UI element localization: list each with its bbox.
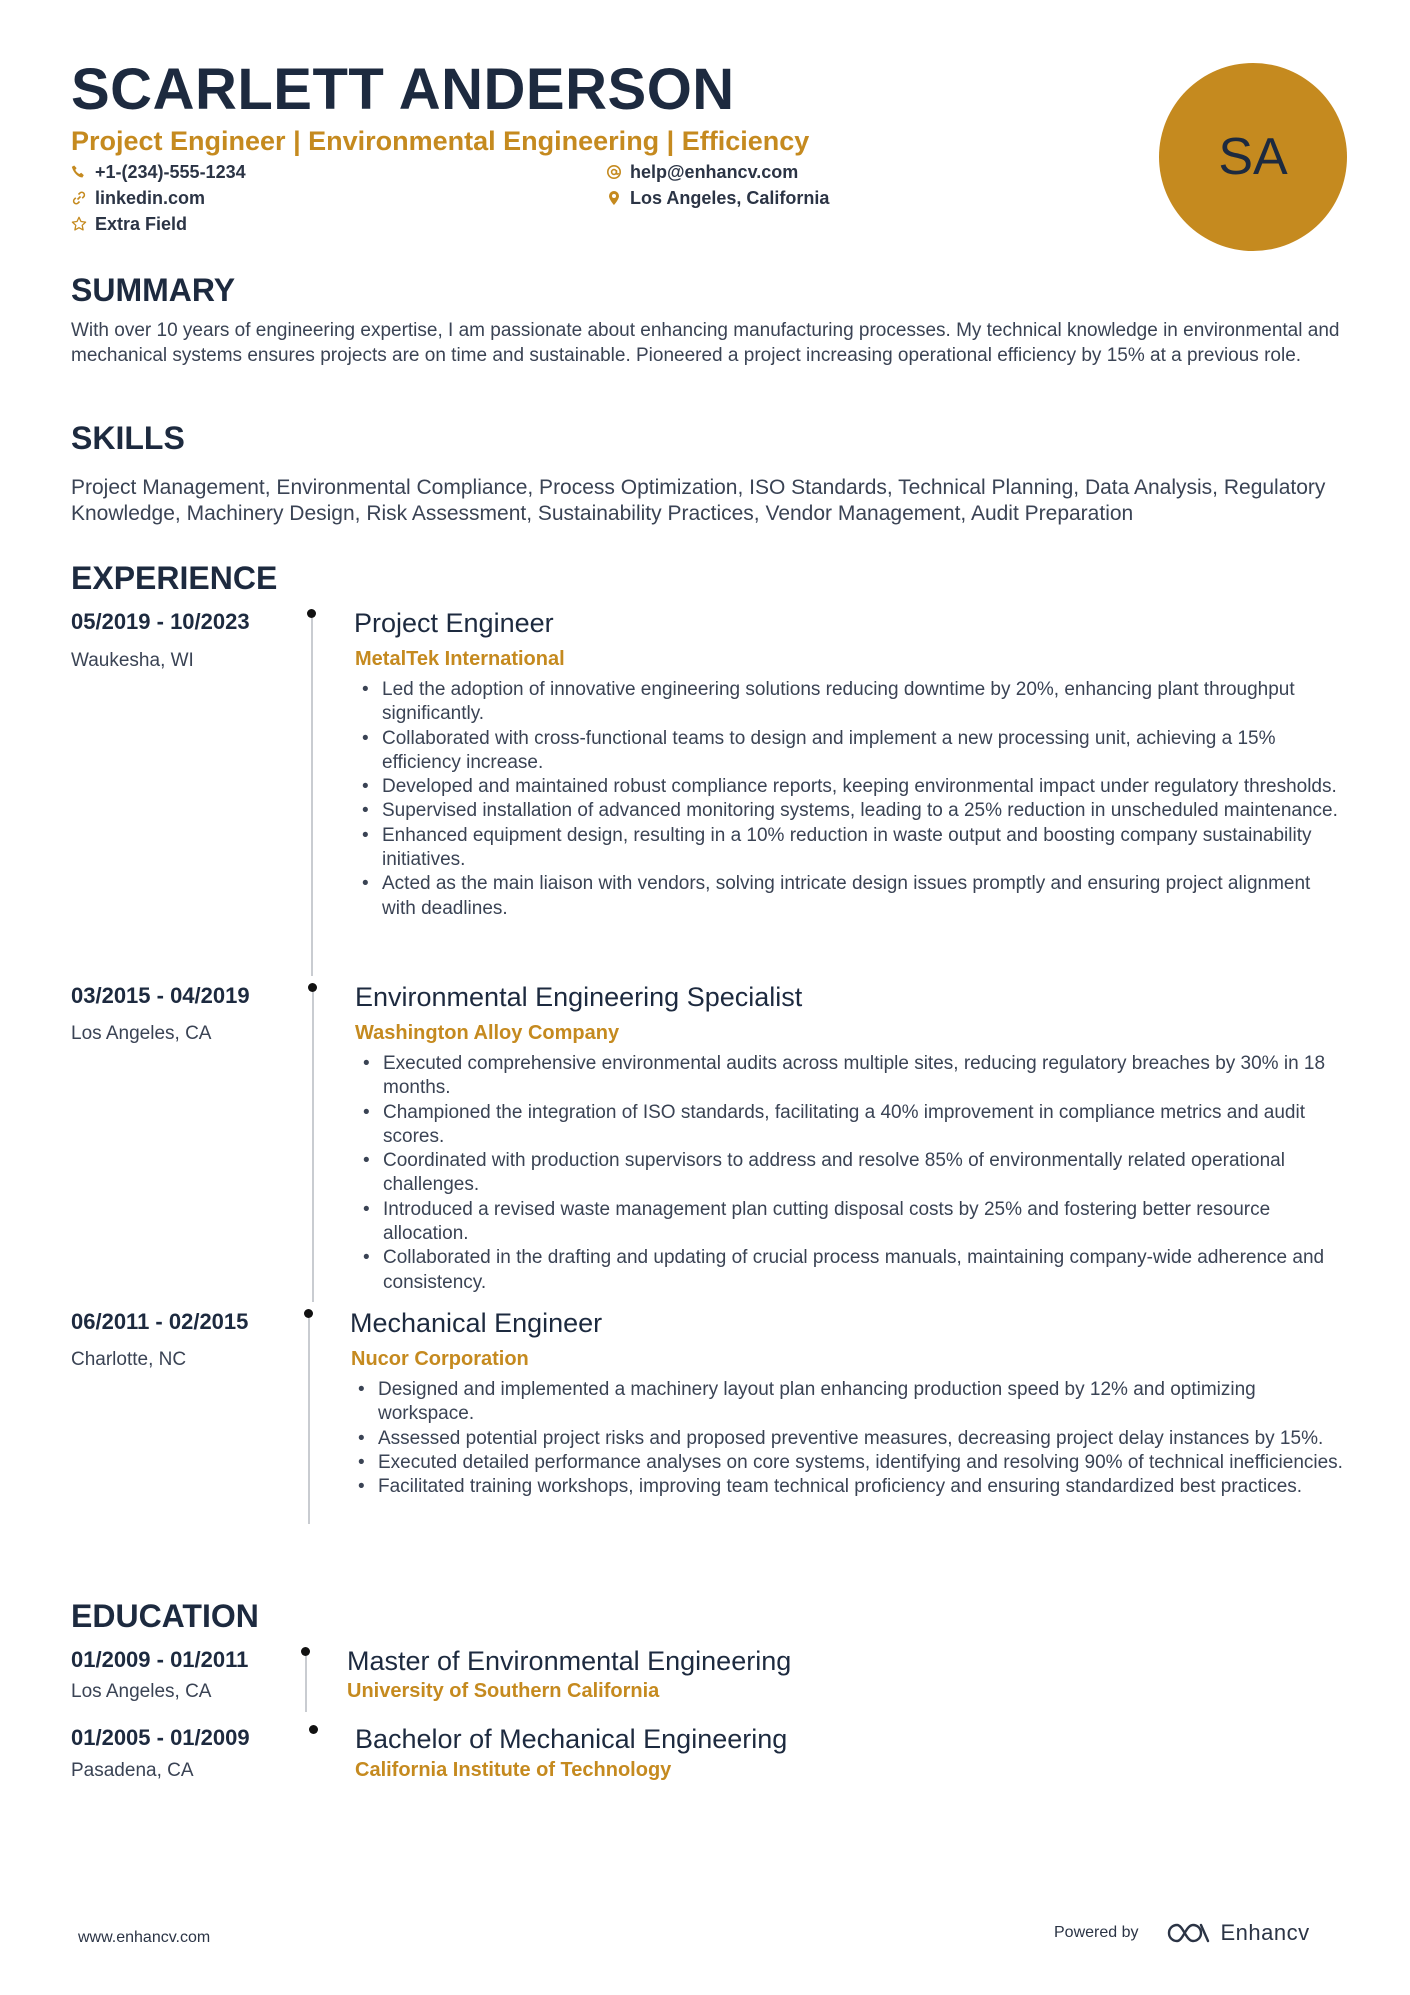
contact-email[interactable] [606,160,798,184]
list-item: • Executed detailed performance analyses on core systems, identifying and resolving 90% of technical inefficiencies. [350,1451,1350,1475]
skills-text: Project Management, Environmental Compliance, Process Optimization, ISO Standards, Technical Planning, Data Analysis, Regulatory Knowledge, Machinery Design, Risk Assessment, Sustainability Practices, Vendor Management, Audit Preparation [71,476,1326,525]
job-company: MetalTek International [355,648,565,670]
email-text: help@enhancv.com [630,161,799,182]
job-dates: 05/2019 - 10/2023 [71,609,250,634]
job-location: Charlotte, NC [71,1349,187,1370]
list-item: • Collaborated with cross-functional teams to design and implement a new processing unit, achieving a 15% efficiency increase. [354,727,1344,776]
list-item: • Designed and implemented a machinery layout plan enhancing production speed by 12% and optimizing workspace. [350,1378,1350,1427]
phone-icon [71,164,87,180]
job-bullets [350,1378,1350,1499]
education-location: Los Angeles, CA [71,1681,212,1702]
experience-heading: EXPERIENCE [71,560,278,596]
list-item: • Coordinated with production supervisors to address and resolve 85% of environmentally related operational challenges. [355,1149,1355,1198]
job-bullets [354,678,1344,921]
footer-branding [1054,1916,1310,1950]
list-item: • Facilitated training workshops, improving team technical proficiency and ensuring standardized best practices. [350,1475,1350,1499]
job-title: Mechanical Engineer [350,1308,603,1338]
contact-location [606,186,829,210]
education-location: Pasadena, CA [71,1760,194,1781]
timeline-line [312,992,314,1302]
brand-name: Enhancv [1220,1920,1310,1945]
summary-heading: SUMMARY [71,272,236,308]
extra-text: Extra Field [95,213,188,234]
contact-info [71,160,891,240]
job-bullets [355,1052,1355,1295]
linkedin-text: linkedin.com [95,187,206,208]
contact-phone[interactable] [71,160,246,184]
skills-heading: SKILLS [71,420,185,456]
footer-website[interactable]: www.enhancv.com [78,1929,211,1946]
list-item: • Developed and maintained robust compliance reports, keeping environmental impact under regulatory thresholds. [354,775,1344,799]
timeline-dot [301,1647,310,1656]
list-item: • Enhanced equipment design, resulting in a 10% reduction in waste output and boosting company sustainability initiatives. [354,824,1344,873]
job-dates: 03/2015 - 04/2019 [71,983,250,1008]
list-item: • Led the adoption of innovative engineering solutions reducing downtime by 20%, enhancing plant throughput significantly. [354,678,1344,727]
candidate-headline: Project Engineer | Environmental Engineering | Efficiency [71,126,810,156]
list-item: • Acted as the main liaison with vendors, solving intricate design issues promptly and ensuring project alignment with deadlines. [354,872,1344,921]
list-item: • Championed the integration of ISO standards, facilitating a 40% improvement in compliance metrics and audit scores. [355,1101,1355,1150]
contact-extra [71,212,187,236]
location-text: Los Angeles, California [630,187,830,208]
timeline-dot [307,609,316,618]
link-icon [71,190,87,206]
star-icon [71,216,87,232]
list-item: • Assessed potential project risks and proposed preventive measures, decreasing project delay instances by 15%. [350,1427,1350,1451]
education-dates: 01/2005 - 01/2009 [71,1725,250,1750]
timeline-line [308,1318,310,1524]
timeline-line [311,618,313,976]
education-degree: Master of Environmental Engineering [347,1646,792,1676]
at-icon [606,164,622,180]
job-company: Nucor Corporation [351,1348,529,1370]
timeline-line [305,1656,307,1712]
timeline-dot [308,983,317,992]
timeline-dot [309,1725,318,1734]
education-heading: EDUCATION [71,1598,259,1634]
candidate-name: SCARLETT ANDERSON [71,57,735,122]
summary-text: With over 10 years of engineering expertise, I am passionate about enhancing manufacturing processes. My technical knowledge in environmental and mechanical systems ensures projects are on time and sustainable. Pioneered a project increasing operational efficiency by 15% at a previous role. [71,320,1340,366]
job-location: Los Angeles, CA [71,1023,212,1044]
location-pin-icon [606,190,622,206]
education-dates: 01/2009 - 01/2011 [71,1647,249,1672]
list-item: • Executed comprehensive environmental audits across multiple sites, reducing regulatory breaches by 30% in 18 months. [355,1052,1355,1101]
timeline-dot [304,1309,313,1318]
job-title: Project Engineer [354,608,554,638]
education-degree: Bachelor of Mechanical Engineering [355,1724,788,1754]
avatar-initials: SA [1218,128,1288,186]
job-company: Washington Alloy Company [355,1022,620,1044]
list-item: • Introduced a revised waste management plan cutting disposal costs by 25% and fostering better resource allocation. [355,1198,1355,1247]
enhancv-logo-icon [1165,1920,1213,1946]
phone-text: +1-(234)-555-1234 [95,161,246,182]
education-school: University of Southern California [347,1680,660,1702]
job-location: Waukesha, WI [71,650,194,671]
avatar [1159,63,1347,251]
job-title: Environmental Engineering Specialist [355,982,803,1012]
contact-linkedin[interactable] [71,186,205,210]
list-item: • Collaborated in the drafting and updating of crucial process manuals, maintaining company-wide adherence and consistency. [355,1246,1355,1295]
education-school: California Institute of Technology [355,1759,672,1781]
list-item: • Supervised installation of advanced monitoring systems, leading to a 25% reduction in unscheduled maintenance. [354,799,1344,823]
powered-by-label: Powered by [1054,1924,1139,1941]
job-dates: 06/2011 - 02/2015 [71,1309,249,1334]
